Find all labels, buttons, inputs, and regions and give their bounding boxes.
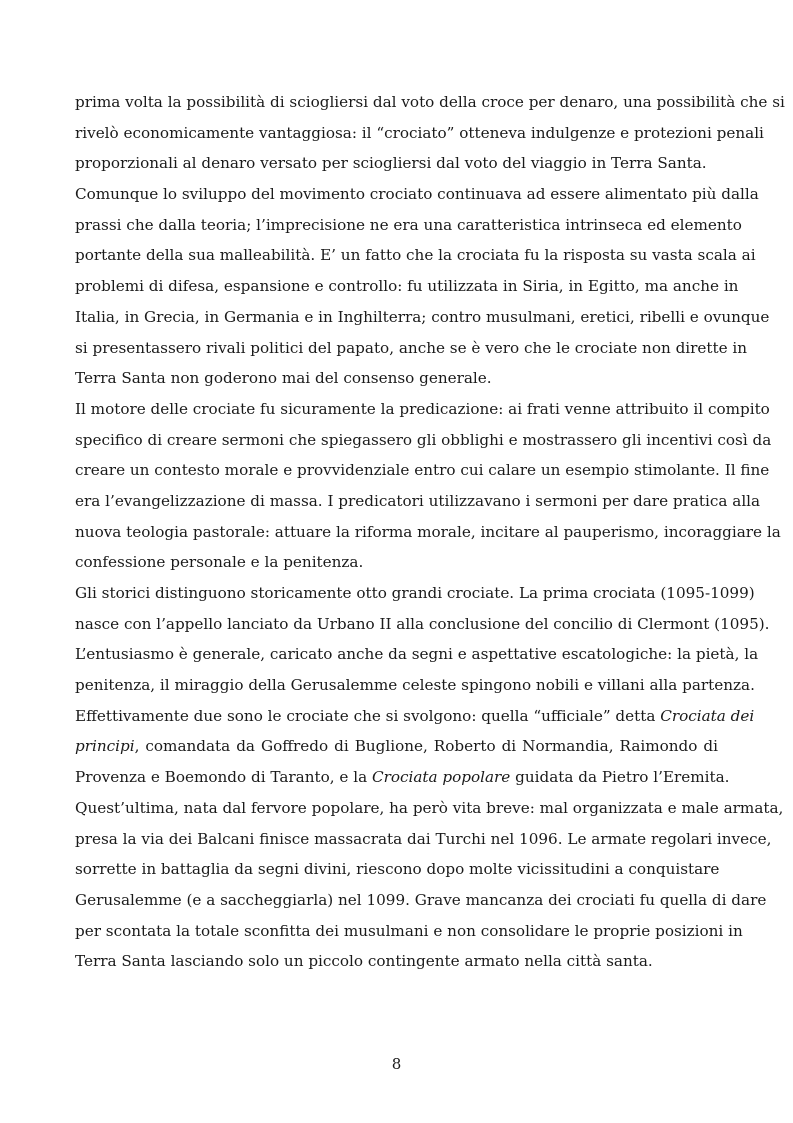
text-line — [75, 148, 718, 179]
text-segment: Quest’ultima, nata dal fervore popolare, ha però vita breve: mal organizzata e male armata, — [75, 798, 784, 817]
italic-title: Crociata dei — [660, 706, 755, 725]
text-line — [75, 639, 759, 670]
text-segment: L’entusiasmo è generale, caricato anche da segni e aspettative escatologiche: la pietà, la — [75, 645, 759, 664]
text-segment: nuova teologia pastorale: attuare la riforma morale, incitare al pauperismo, incoraggiare la — [75, 522, 781, 541]
body-text — [75, 87, 785, 977]
text-segment: problemi di difesa, espansione e controllo: fu utilizzata in Siria, in Egitto, ma anche in — [75, 277, 739, 296]
text-segment: , comandata da Goffredo di Buglione, Roberto di Normandia, Raimondo di — [134, 737, 718, 756]
text-line — [75, 333, 748, 364]
text-segment: specifico di creare sermoni che spiegassero gli obblighi e mostrassero gli incentivi così da — [75, 430, 772, 449]
text-line — [75, 793, 784, 824]
text-segment: si presentassero rivali politici del papato, anche se è vero che le crociate non dirette in — [75, 338, 748, 357]
text-segment: era l’evangelizzazione di massa. I predicatori utilizzavano i sermoni per dare pratica alla — [75, 491, 761, 510]
text-segment: per scontata la totale sconfitta dei musulmani e non consolidare le proprie posizioni in — [75, 921, 743, 940]
text-segment: rivelò economicamente vantaggiosa: il “crociato” otteneva indulgenze e protezioni penali — [75, 123, 764, 142]
text-segment: presa la via dei Balcani finisce massacrata dai Turchi nel 1096. Le armate regolari invece, — [75, 829, 772, 848]
text-segment: nasce con l’appello lanciato da Urbano II alla conclusione del concilio di Clermont (1095). — [75, 614, 770, 633]
text-line — [75, 885, 767, 916]
text-line — [75, 609, 770, 640]
text-line — [75, 701, 755, 732]
text-segment: creare un contesto morale e provvidenziale entro cui calare un esempio stimolante. Il fine — [75, 461, 770, 480]
text-line — [75, 578, 755, 609]
text-segment: Effettivamente due sono le crociate che si svolgono: quella “ufficiale” detta — [75, 706, 661, 725]
text-line — [75, 210, 742, 241]
text-segment: penitenza, il miraggio della Gerusalemme celeste spingono nobili e villani alla partenza. — [75, 676, 755, 695]
text-segment: Il motore delle crociate fu sicuramente la predicazione: ai frati venne attribuito il compito — [75, 399, 770, 418]
text-line — [75, 517, 781, 548]
text-line — [75, 731, 718, 762]
text-line — [75, 271, 739, 302]
text-line — [75, 179, 759, 210]
text-segment: Comunque lo sviluppo del movimento crociato continuava ad essere alimentato più dalla — [75, 185, 759, 204]
text-segment: prima volta la possibilità di sciogliersi dal voto della croce per denaro, una possibilità che si — [75, 93, 785, 111]
text-line — [75, 824, 772, 855]
text-line — [75, 486, 761, 517]
text-segment: Gli storici distinguono storicamente otto grandi crociate. La prima crociata (1095-1099) — [75, 584, 755, 602]
text-line — [75, 87, 785, 118]
text-segment: portante della sua malleabilità. E’ un fatto che la crociata fu la risposta su vasta scala ai — [75, 246, 756, 265]
text-line — [75, 670, 755, 701]
text-segment: confessione personale e la penitenza. — [75, 553, 364, 572]
text-line — [75, 394, 770, 425]
text-segment: Terra Santa lasciando solo un piccolo contingente armato nella città santa. — [75, 952, 653, 971]
text-segment: Gerusalemme (e a saccheggiarla) nel 1099. Grave mancanza dei crociati fu quella di dare — [75, 890, 767, 909]
text-line — [75, 946, 718, 977]
text-segment: Terra Santa non goderono mai del consenso generale. — [75, 369, 492, 388]
text-line — [75, 363, 718, 394]
page-number: 8 — [391, 1055, 402, 1073]
italic-title: Crociata popolare — [371, 768, 511, 787]
text-segment: sorrette in battaglia da segni divini, riescono dopo molte vicissitudini a conquistare — [75, 860, 720, 879]
text-line — [75, 425, 772, 456]
text-line — [75, 762, 730, 793]
text-line — [75, 455, 770, 486]
text-line — [75, 240, 756, 271]
text-line — [75, 547, 718, 578]
italic-title: principi — [75, 737, 135, 756]
text-segment: guidata da Pietro l’Eremita. — [510, 768, 730, 787]
text-segment: prassi che dalla teoria; l’imprecisione ne era una caratteristica intrinseca ed elemento — [75, 215, 742, 234]
text-line — [75, 916, 743, 947]
text-line — [75, 118, 764, 149]
text-segment: Italia, in Grecia, in Germania e in Inghilterra; contro musulmani, eretici, ribelli e ovunque — [75, 307, 770, 326]
text-line — [75, 302, 770, 333]
text-segment: proporzionali al denaro versato per sciogliersi dal voto del viaggio in Terra Santa. — [75, 154, 707, 173]
text-segment: Provenza e Boemondo di Taranto, e la — [75, 768, 372, 787]
text-line — [75, 854, 718, 885]
